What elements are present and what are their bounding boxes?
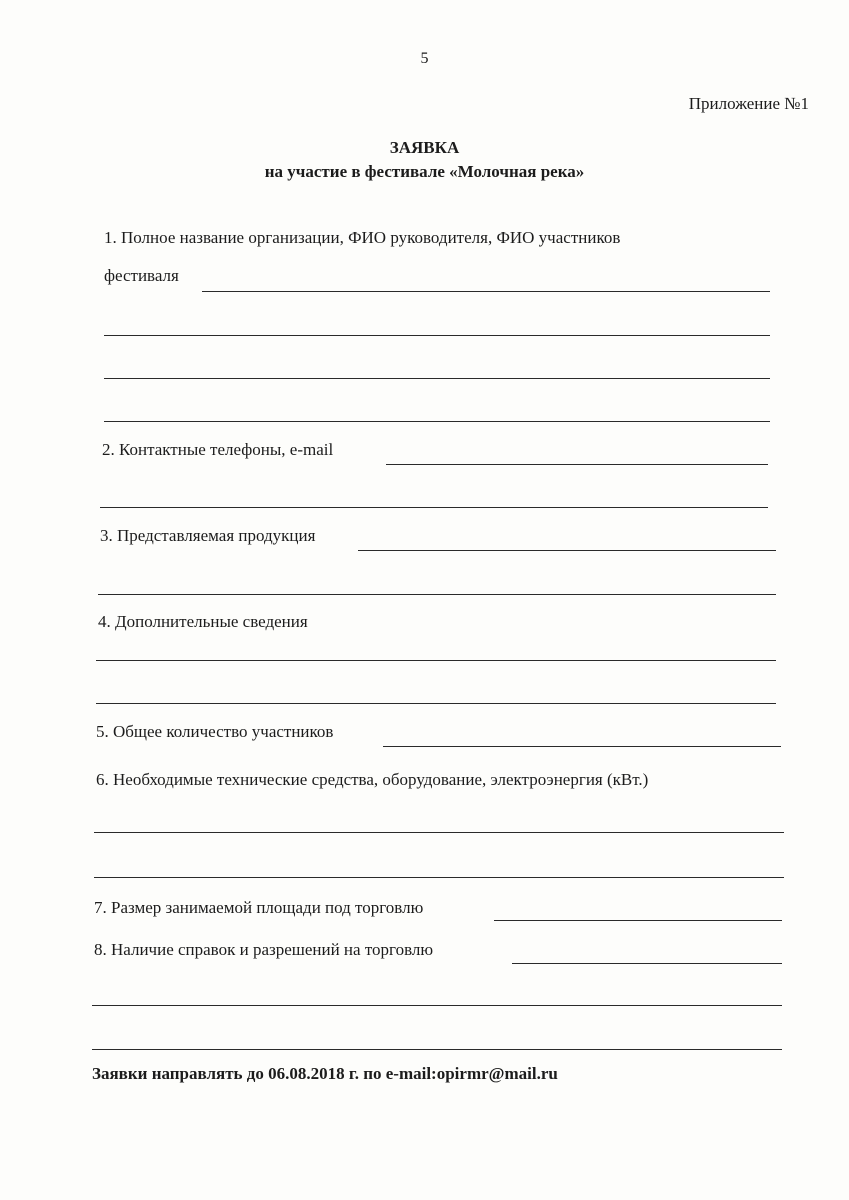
field-6-label: 6. Необходимые технические средства, оборудование, электроэнергия (кВт.) xyxy=(96,770,649,789)
field-5-label: 5. Общее количество участников xyxy=(96,722,334,741)
field-4-input-line[interactable] xyxy=(96,660,776,661)
field-5-input-line[interactable] xyxy=(383,746,781,747)
field-8-label: 8. Наличие справок и разрешений на торговлю xyxy=(94,940,434,959)
field-2-input-line[interactable] xyxy=(386,464,768,465)
appendix-label: Приложение №1 xyxy=(688,94,809,113)
field-3-label: 3. Представляемая продукция xyxy=(100,526,316,545)
form-subtitle: на участие в фестивале «Молочная река» xyxy=(264,162,585,181)
field-1-input-line[interactable] xyxy=(104,335,770,336)
field-1-label-continued: фестиваля xyxy=(104,266,179,285)
field-1-label: 1. Полное название организации, ФИО руководителя, ФИО участников xyxy=(104,228,621,247)
field-8-input-line[interactable] xyxy=(92,1049,782,1050)
field-1-input-line[interactable] xyxy=(202,291,770,292)
field-6-input-line[interactable] xyxy=(94,877,784,878)
field-8-input-line[interactable] xyxy=(512,963,782,964)
field-1-input-line[interactable] xyxy=(104,421,770,422)
field-8-input-line[interactable] xyxy=(92,1005,782,1006)
field-4-label: 4. Дополнительные сведения xyxy=(98,612,308,631)
field-7-label: 7. Размер занимаемой площади под торговлю xyxy=(94,898,424,917)
field-2-label: 2. Контактные телефоны, e-mail xyxy=(102,440,334,459)
page-number: 5 xyxy=(420,50,429,67)
submission-note: Заявки направлять до 06.08.2018 г. по e-mail:opirmr@mail.ru xyxy=(92,1064,558,1083)
field-4-input-line[interactable] xyxy=(96,703,776,704)
field-3-input-line[interactable] xyxy=(98,594,776,595)
field-1-input-line[interactable] xyxy=(104,378,770,379)
form-title: ЗАЯВКА xyxy=(389,138,460,157)
field-6-input-line[interactable] xyxy=(94,832,784,833)
field-7-input-line[interactable] xyxy=(494,920,782,921)
field-3-input-line[interactable] xyxy=(358,550,776,551)
field-2-input-line[interactable] xyxy=(100,507,768,508)
